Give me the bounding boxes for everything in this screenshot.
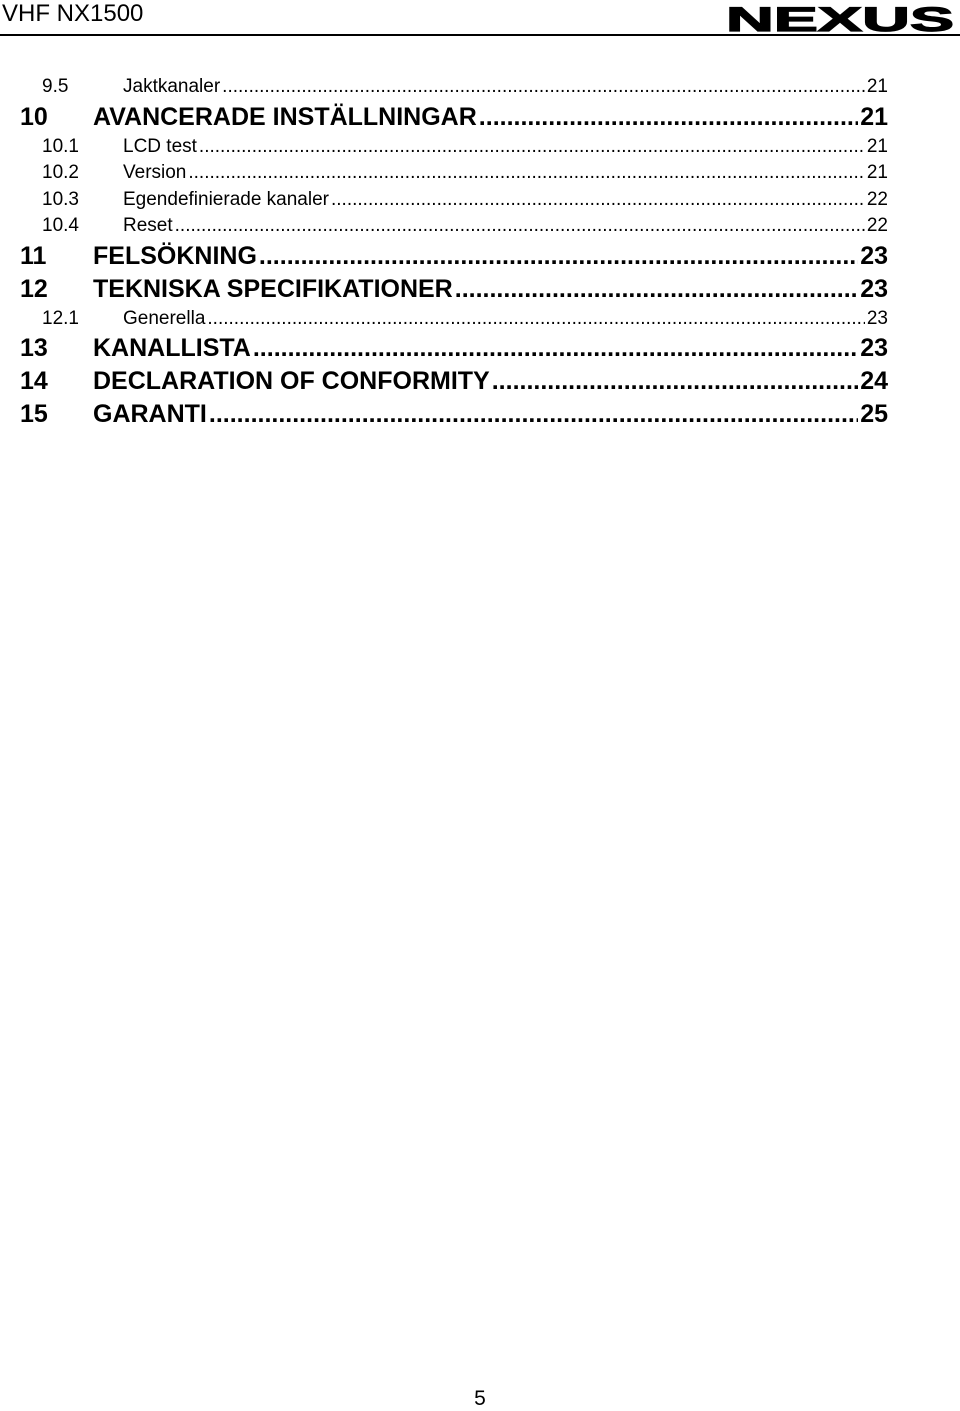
toc-entry-number: 9.5: [42, 76, 69, 97]
document-title: VHF NX1500: [2, 0, 144, 27]
toc-entry[interactable]: [20, 332, 888, 365]
dot-leader: [253, 332, 858, 365]
toc-entry[interactable]: [20, 74, 888, 101]
toc-entry-title: Reset: [123, 215, 173, 236]
toc-entry-number: 10.3: [42, 188, 79, 210]
dot-leader: [199, 134, 865, 161]
toc-entry-page: 21: [866, 76, 888, 97]
dot-leader: [492, 365, 858, 398]
toc-entry-number: 14: [20, 367, 48, 395]
toc-entry-number: 11: [20, 241, 47, 270]
toc-entry-number: 13: [20, 334, 48, 362]
dot-leader: [209, 398, 858, 431]
dot-leader: [175, 213, 865, 240]
toc-entry[interactable]: [20, 306, 888, 333]
toc-entry-title: FELSÖKNING: [93, 241, 257, 270]
header-divider: [0, 34, 960, 36]
toc-entry-title: TEKNISKA SPECIFIKATIONER: [93, 274, 453, 303]
toc-entry-page: 25: [860, 400, 888, 428]
toc-entry[interactable]: [20, 240, 888, 273]
toc-entry[interactable]: [20, 187, 888, 214]
toc-entry-number: 10.1: [42, 135, 79, 157]
toc-entry[interactable]: [20, 398, 888, 431]
toc-entry[interactable]: [20, 101, 888, 134]
toc-entry-page: 22: [866, 215, 888, 236]
toc-entry-title: LCD test: [123, 135, 197, 157]
toc-entry-number: 12: [20, 274, 48, 303]
toc-entry-title: DECLARATION OF CONFORMITY: [93, 367, 490, 395]
toc-entry-title: GARANTI: [93, 400, 207, 428]
toc-entry-title: AVANCERADE INSTÄLLNINGAR: [93, 102, 477, 131]
toc-entry-number: 10.2: [42, 162, 79, 183]
dot-leader: [188, 160, 864, 187]
toc-entry-page: 21: [866, 162, 888, 183]
toc-entry-number: 10: [20, 102, 48, 131]
dot-leader: [222, 74, 865, 101]
toc-entry-page: 23: [860, 241, 888, 270]
toc-entry-number: 12.1: [42, 307, 79, 329]
toc-entry-title: Version: [123, 162, 187, 183]
dot-leader: [479, 101, 858, 134]
nexus-logo: [724, 4, 956, 34]
toc-entry-page: 23: [860, 334, 888, 362]
toc-entry-page: 22: [866, 188, 888, 210]
toc-entry[interactable]: [20, 213, 888, 240]
table-of-contents: [20, 74, 888, 431]
toc-entry[interactable]: [20, 134, 888, 161]
toc-entry-title: Generella: [123, 307, 206, 329]
toc-entry-page: 21: [866, 135, 888, 157]
page-number: 5: [474, 1387, 486, 1410]
toc-entry[interactable]: [20, 365, 888, 398]
toc-entry[interactable]: [20, 160, 888, 187]
dot-leader: [207, 306, 864, 333]
toc-entry-title: Jaktkanaler: [123, 76, 221, 97]
page-header: [0, 0, 960, 36]
dot-leader: [455, 273, 858, 306]
logo-text: NEXUS: [726, 4, 954, 34]
toc-entry-page: 23: [860, 274, 888, 303]
toc-entry-number: 15: [20, 400, 48, 428]
dot-leader: [259, 240, 858, 273]
toc-entry-title: Egendefinierade kanaler: [123, 188, 329, 210]
toc-entry-page: 21: [860, 102, 888, 131]
dot-leader: [331, 187, 865, 214]
toc-entry-page: 24: [860, 367, 888, 395]
toc-entry-number: 10.4: [42, 215, 79, 236]
toc-entry[interactable]: [20, 273, 888, 306]
toc-entry-title: KANALLISTA: [93, 334, 251, 362]
toc-entry-page: 23: [866, 307, 888, 329]
